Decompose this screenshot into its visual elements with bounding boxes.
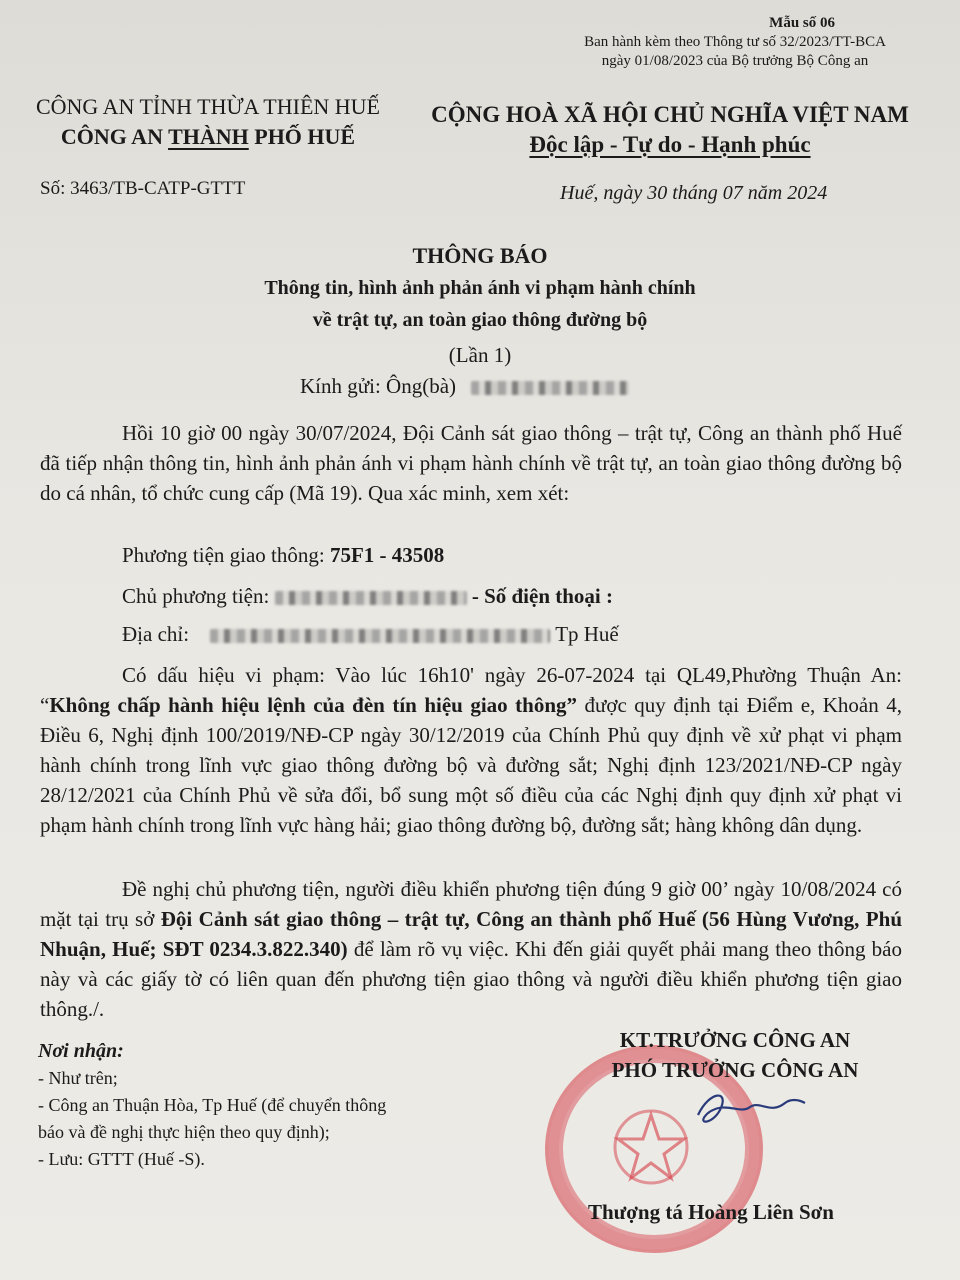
phone-label: - Số điện thoại : <box>471 584 614 608</box>
document-subtitle-2: về trật tự, an toàn giao thông đường bộ <box>312 309 648 331</box>
vehicle-line <box>122 543 444 568</box>
place-date: Huế, ngày 30 tháng 07 năm 2024 <box>560 182 828 204</box>
handwritten-signature <box>690 1085 810 1135</box>
agency-name <box>18 122 398 152</box>
request-place: Đội Cảnh sát giao thông – trật tự, Công an thành phố Huế (56 Hùng Vương, Phú Nhuận, Huế; SĐT 0234.3.822.340) <box>40 907 902 961</box>
signature-title-2: PHÓ TRƯỞNG CÔNG AN <box>611 1058 859 1082</box>
agency-name-part2: THÀNH <box>168 124 249 149</box>
form-reference-line1: Ban hành kèm theo Thông tư số 32/2023/TT-BCA <box>584 34 886 50</box>
notice-round: (Lần 1) <box>448 343 512 367</box>
redacted-address <box>210 629 550 643</box>
nation-header <box>420 100 920 160</box>
signature-title-1: KT.TRƯỞNG CÔNG AN <box>619 1028 851 1052</box>
intro-paragraph-text: Hồi 10 giờ 00 ngày 30/07/2024, Đội Cảnh sát giao thông – trật tự, Công an thành phố Huế đã tiếp nhận thông tin, hình ảnh phản ánh vi phạm hành chính về trật tự, an toàn giao thông đường bộ do cá nhân, tổ chức cung cấp (Mã 19). Qua xác minh, xem xét: <box>40 421 902 505</box>
vehicle-plate: 75F1 - 43508 <box>329 543 445 567</box>
form-reference <box>565 14 905 71</box>
document-number: Số: 3463/TB-CATP-GTTT <box>40 178 246 199</box>
violation-legal-basis: được quy định tại Điểm e, Khoản 4, Điều 6, Nghị định 100/2019/NĐ-CP ngày 30/12/2019 của Chính Phủ quy định về xử phạt vi phạm hành chính trong lĩnh vực giao thông đường bộ và đường sắt; Nghị định 123/2021/NĐ-CP ngày 28/12/2021 của Chính Phủ về sửa đổi, bổ sung một số điều của các Nghị định quy định xử phạt vi phạm hành chính trong lĩnh vực hàng hải; giao thông đường bộ, đường sắt; hàng không dân dụng. <box>40 693 902 837</box>
address-label: Địa chỉ: <box>122 622 190 646</box>
signer-name: Thượng tá Hoàng Liên Sơn <box>588 1200 834 1224</box>
nation-title: CỘNG HOÀ XÃ HỘI CHỦ NGHĨA VIỆT NAM <box>431 102 909 127</box>
recipients-item: báo và đề nghị thực hiện theo quy định); <box>38 1122 330 1142</box>
agency-name-part1: CÔNG AN <box>60 124 169 149</box>
recipients-item: - Như trên; <box>38 1068 118 1088</box>
document-title: THÔNG BÁO <box>412 243 548 268</box>
recipients-heading: Nơi nhận: <box>38 1040 124 1062</box>
stamp-star-icon <box>611 1107 691 1187</box>
recipients-item: - Lưu: GTTT (Huế -S). <box>38 1149 205 1169</box>
address-city: Tp Huế <box>555 622 619 646</box>
recipient-line <box>300 374 629 399</box>
document-subtitle-1: Thông tin, hình ảnh phản ánh vi phạm hành chính <box>264 277 696 299</box>
form-reference-line2: ngày 01/08/2023 của Bộ trưởng Bộ Công an <box>601 53 869 69</box>
nation-motto: Độc lập - Tự do - Hạnh phúc <box>529 132 811 157</box>
recipients-list <box>38 1038 386 1173</box>
signature-block <box>570 1025 900 1085</box>
agency-parent: CÔNG AN TỈNH THỪA THIÊN HUẾ <box>35 94 380 119</box>
request-paragraph <box>40 874 902 1024</box>
intro-paragraph <box>40 418 902 508</box>
document-title-block <box>80 240 880 336</box>
violation-act: Không chấp hành hiệu lệnh của đèn tín hiệu giao thông” <box>49 693 578 717</box>
owner-line <box>122 584 613 609</box>
violation-intro: Có dấu hiệu vi phạm: Vào lúc 16h10' ngày 26-07-2024 tại QL49,Phường Thuận An: “ <box>40 663 902 717</box>
recipients-item: - Công an Thuận Hòa, Tp Huế (để chuyển thông <box>38 1095 387 1115</box>
request-intro: Đề nghị chủ phương tiện, người điều khiển phương tiện đúng 9 giờ 00’ ngày 10/08/2024 có mặt tại trụ sở <box>40 877 902 931</box>
recipient-label: Kính gửi: Ông(bà) <box>300 374 457 398</box>
request-instructions: để làm rõ vụ việc. Khi đến giải quyết phải mang theo thông báo này và các giấy tờ có liên quan đến phương tiện giao thông và người điều khiển phương tiện giao thông./. <box>40 937 902 1021</box>
address-line <box>122 622 619 647</box>
form-number: Mẫu số 06 <box>769 15 835 31</box>
vehicle-label: Phương tiện giao thông: <box>122 543 330 567</box>
redacted-recipient-name <box>471 381 629 395</box>
agency-name-part3: PHỐ HUẾ <box>248 124 356 149</box>
violation-paragraph <box>40 660 902 840</box>
redacted-owner-name <box>275 591 467 605</box>
owner-label: Chủ phương tiện: <box>122 584 270 608</box>
agency-header <box>18 92 398 152</box>
